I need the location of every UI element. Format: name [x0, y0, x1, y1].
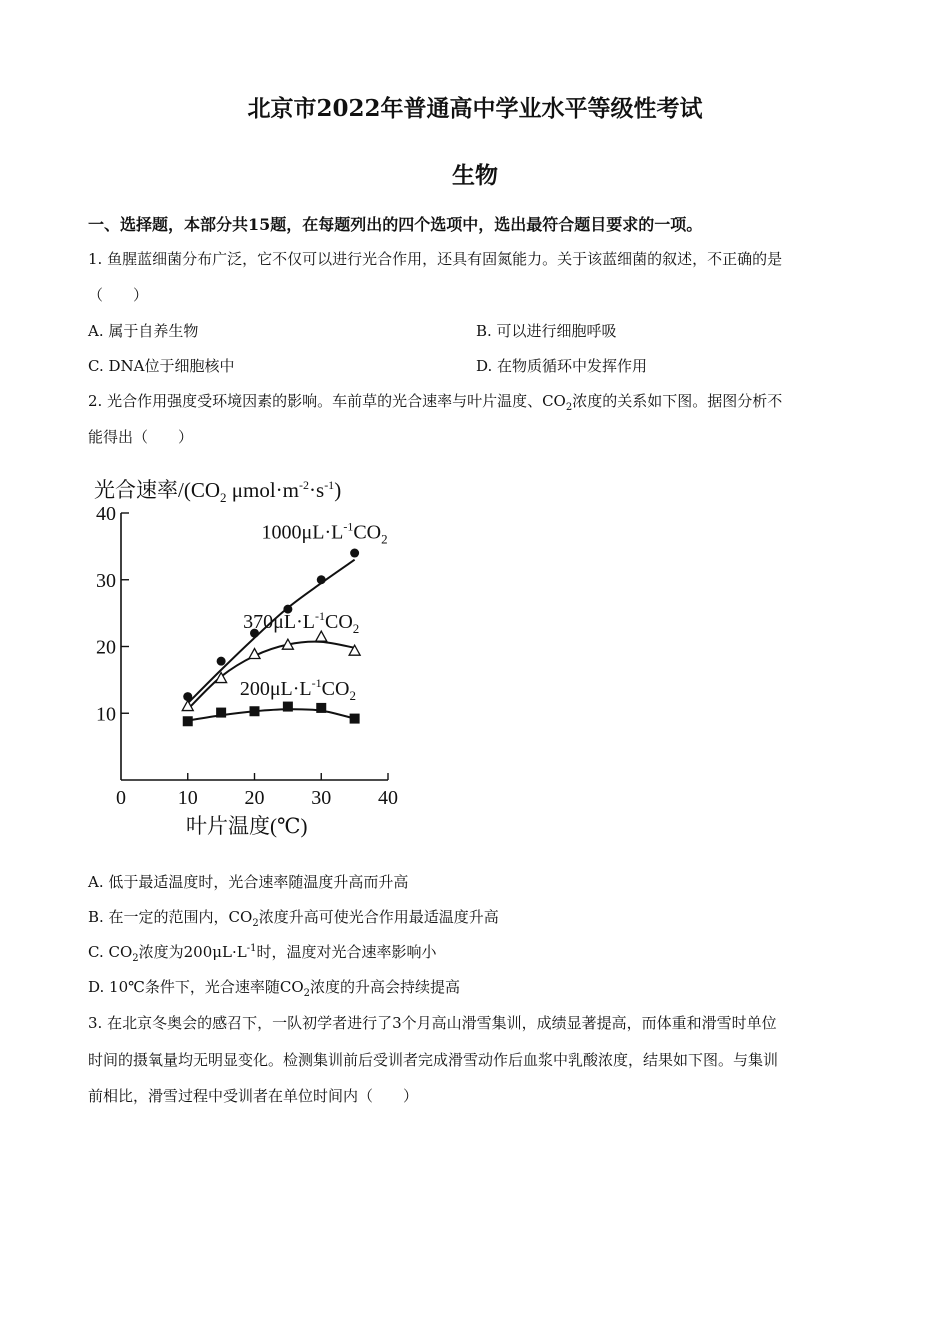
- q2-option-c: C. $CO_2$浓度为$200\mu L\cdot L^{-1}$时，温度对光合速率影响小: [88, 943, 437, 964]
- x-tick-label: 10: [177, 787, 198, 809]
- chart-series-labels: [240, 519, 388, 703]
- q2-stem-line2: 能得出（ ）: [88, 428, 194, 446]
- q1-stem-line1: 1. 鱼腥蓝细菌分布广泛，它不仅可以进行光合作用，还具有固氮能力。关于该蓝细菌的叙述，不正确的是: [88, 250, 783, 268]
- q3-stem-line1: 3. 在北京冬奥会的感召下，一队初学者进行了3个月高山滑雪集训，成绩显著提高，而体重和滑雪时单位: [88, 1014, 777, 1032]
- point-square: [283, 702, 293, 712]
- point-circle: [350, 549, 359, 558]
- series-label: $1000\mu L\cdot L^{-1}CO_2$: [261, 519, 388, 547]
- q3-stem-line3: 前相比，滑雪过程中受训者在单位时间内（ ）: [88, 1087, 419, 1105]
- fit-line-square: [188, 709, 355, 720]
- point-square: [250, 706, 260, 716]
- point-square: [216, 708, 226, 718]
- q1-option-c: C. DNA位于细胞核中: [88, 357, 235, 375]
- chart-axes: [96, 503, 398, 809]
- point-square: [350, 714, 360, 724]
- chart-ylabel: 光合速率$/(CO_2$ $\mu mol\cdot m^{-2}\cdot s^{-1}$): [94, 478, 342, 505]
- point-square: [183, 716, 193, 726]
- q1-option-a: A. 属于自养生物: [88, 322, 199, 340]
- chart-xlabel: 叶片温度(℃): [186, 814, 308, 838]
- section-heading: 一、选择题，本部分共15题，在每题列出的四个选项中，选出最符合题目要求的一项。: [88, 215, 703, 234]
- q2-stem-line1: 2. 光合作用强度受环境因素的影响。车前草的光合速率与叶片温度、$CO_2$浓度的关系如下图。据图分析不: [88, 392, 783, 413]
- point-circle: [317, 575, 326, 584]
- q2-option-a: A. 低于最适温度时，光合速率随温度升高而升高: [88, 873, 409, 891]
- x-tick-label: 40: [378, 787, 398, 809]
- x-tick-label: 30: [311, 787, 332, 809]
- y-tick-label: 30: [96, 569, 116, 592]
- point-circle: [217, 657, 226, 666]
- y-tick-label: 10: [96, 703, 116, 726]
- q1-option-b: B. 可以进行细胞呼吸: [476, 322, 617, 340]
- q3-stem-line2: 时间的摄氧量均无明显变化。检测集训前后受训者完成滑雪动作后血浆中乳酸浓度，结果如下图。与集训: [88, 1051, 779, 1069]
- exam-title: 北京市2022年普通高中学业水平等级性考试: [247, 95, 703, 122]
- x-tick-label: 20: [244, 787, 265, 809]
- series-label: $200\mu L\cdot L^{-1}CO_2$: [239, 676, 356, 704]
- series-label: $370\mu L\cdot L^{-1}CO_2$: [243, 608, 360, 636]
- y-tick-label: 20: [96, 636, 116, 659]
- q1-stem-line2: （ ）: [88, 286, 149, 304]
- photosynthesis-chart: [88, 465, 468, 850]
- q2-option-d: D. 10℃条件下，光合速率随$CO_2$浓度的升高会持续提高: [88, 978, 461, 999]
- y-tick-label: 40: [96, 503, 116, 525]
- subject-title: 生物: [452, 162, 498, 189]
- q1-option-d: D. 在物质循环中发挥作用: [476, 357, 648, 375]
- x-tick-label: 0: [116, 787, 126, 809]
- q2-option-b: B. 在一定的范围内，$CO_2$浓度升高可使光合作用最适温度升高: [88, 908, 499, 929]
- point-square: [316, 703, 326, 713]
